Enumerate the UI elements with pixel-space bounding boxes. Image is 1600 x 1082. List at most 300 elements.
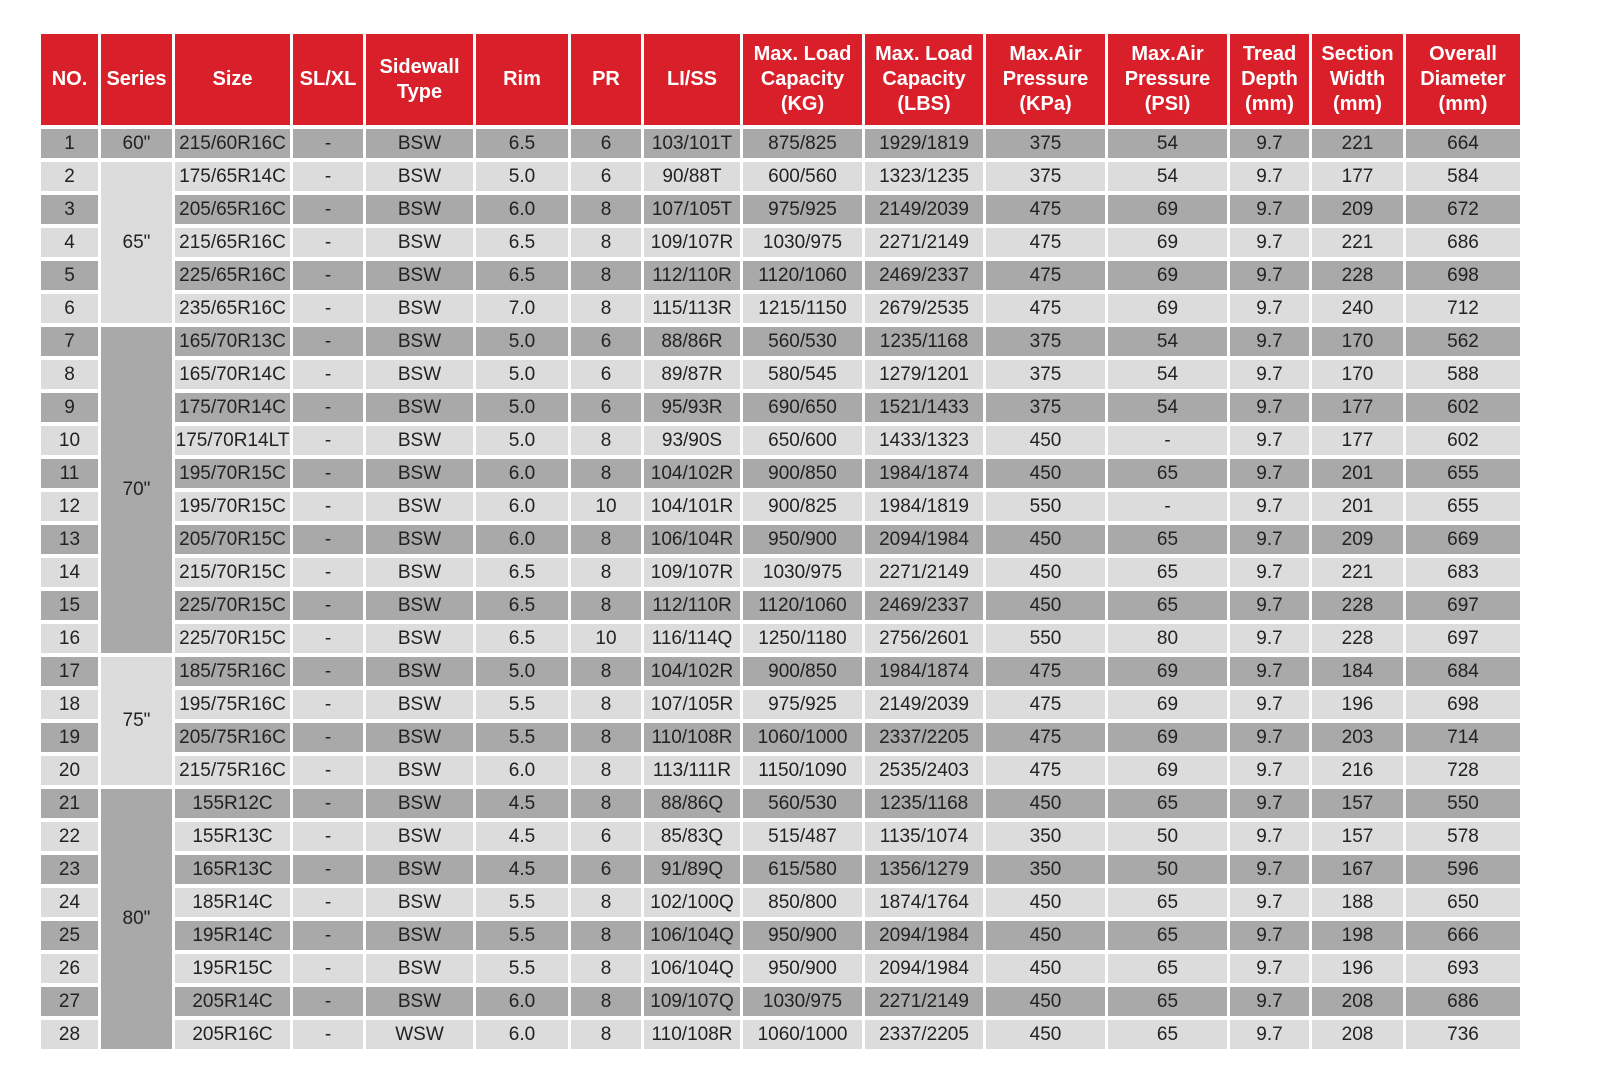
sl-xl-cell: - — [293, 129, 363, 158]
sl-xl-cell: - — [293, 261, 363, 290]
rim-cell: 6.0 — [476, 987, 568, 1016]
size-cell: 205/65R16C — [175, 195, 290, 224]
pr-cell: 8 — [571, 558, 641, 587]
sidewall-cell: BSW — [366, 228, 473, 257]
tread-depth-cell: 9.7 — [1230, 360, 1309, 389]
sl-xl-cell: - — [293, 756, 363, 785]
table-row — [41, 129, 1520, 158]
header-max-pressure-kpa: Max.Air Pressure (KPa) — [986, 34, 1105, 125]
sl-xl-cell: - — [293, 855, 363, 884]
no-cell: 12 — [41, 492, 98, 521]
section-width-cell: 157 — [1312, 822, 1403, 851]
section-width-cell: 201 — [1312, 492, 1403, 521]
size-cell: 175/65R14C — [175, 162, 290, 191]
size-cell: 195/70R15C — [175, 459, 290, 488]
table-row — [41, 195, 1520, 224]
pressure-kpa-cell: 550 — [986, 624, 1105, 653]
section-width-cell: 240 — [1312, 294, 1403, 323]
tread-depth-cell: 9.7 — [1230, 888, 1309, 917]
table-header-row — [41, 34, 1520, 125]
load-lbs-cell: 2535/2403 — [865, 756, 983, 785]
sl-xl-cell: - — [293, 393, 363, 422]
section-width-cell: 208 — [1312, 987, 1403, 1016]
section-width-cell: 177 — [1312, 426, 1403, 455]
load-kg-cell: 1060/1000 — [743, 723, 862, 752]
no-cell: 22 — [41, 822, 98, 851]
pressure-kpa-cell: 375 — [986, 393, 1105, 422]
table-row — [41, 987, 1520, 1016]
pr-cell: 6 — [571, 855, 641, 884]
pr-cell: 8 — [571, 195, 641, 224]
size-cell: 225/70R15C — [175, 624, 290, 653]
sl-xl-cell: - — [293, 690, 363, 719]
table-body — [41, 129, 1520, 1049]
rim-cell: 6.0 — [476, 1020, 568, 1049]
size-cell: 175/70R14C — [175, 393, 290, 422]
tread-depth-cell: 9.7 — [1230, 954, 1309, 983]
section-width-cell: 203 — [1312, 723, 1403, 752]
load-lbs-cell: 1984/1874 — [865, 657, 983, 686]
load-kg-cell: 580/545 — [743, 360, 862, 389]
section-width-cell: 221 — [1312, 228, 1403, 257]
li-ss-cell: 88/86R — [644, 327, 740, 356]
sidewall-cell: BSW — [366, 855, 473, 884]
sidewall-cell: BSW — [366, 756, 473, 785]
table-row — [41, 921, 1520, 950]
pr-cell: 10 — [571, 624, 641, 653]
size-cell: 225/70R15C — [175, 591, 290, 620]
header-max-load-lbs: Max. Load Capacity (LBS) — [865, 34, 983, 125]
load-lbs-cell: 1874/1764 — [865, 888, 983, 917]
load-lbs-cell: 2094/1984 — [865, 954, 983, 983]
overall-diameter-cell: 683 — [1406, 558, 1520, 587]
sidewall-cell: BSW — [366, 624, 473, 653]
pr-cell: 6 — [571, 162, 641, 191]
pr-cell: 8 — [571, 228, 641, 257]
pressure-psi-cell: 65 — [1108, 954, 1227, 983]
size-cell: 165R13C — [175, 855, 290, 884]
no-cell: 16 — [41, 624, 98, 653]
rim-cell: 4.5 — [476, 822, 568, 851]
pressure-kpa-cell: 475 — [986, 261, 1105, 290]
sl-xl-cell: - — [293, 525, 363, 554]
size-cell: 185R14C — [175, 888, 290, 917]
rim-cell: 5.5 — [476, 690, 568, 719]
overall-diameter-cell: 728 — [1406, 756, 1520, 785]
table-row — [41, 954, 1520, 983]
pressure-kpa-cell: 475 — [986, 228, 1105, 257]
load-lbs-cell: 1984/1819 — [865, 492, 983, 521]
no-cell: 19 — [41, 723, 98, 752]
load-kg-cell: 1215/1150 — [743, 294, 862, 323]
load-kg-cell: 1030/975 — [743, 987, 862, 1016]
section-width-cell: 196 — [1312, 690, 1403, 719]
table-row — [41, 459, 1520, 488]
pr-cell: 6 — [571, 327, 641, 356]
overall-diameter-cell: 698 — [1406, 690, 1520, 719]
table-row — [41, 525, 1520, 554]
pressure-kpa-cell: 375 — [986, 327, 1105, 356]
series-cell: 70" — [101, 327, 172, 653]
pressure-kpa-cell: 350 — [986, 822, 1105, 851]
section-width-cell: 167 — [1312, 855, 1403, 884]
pressure-kpa-cell: 450 — [986, 426, 1105, 455]
pressure-kpa-cell: 550 — [986, 492, 1105, 521]
load-lbs-cell: 1521/1433 — [865, 393, 983, 422]
table-row — [41, 393, 1520, 422]
pressure-kpa-cell: 475 — [986, 657, 1105, 686]
li-ss-cell: 88/86Q — [644, 789, 740, 818]
pr-cell: 6 — [571, 360, 641, 389]
pressure-kpa-cell: 375 — [986, 162, 1105, 191]
load-kg-cell: 1250/1180 — [743, 624, 862, 653]
pr-cell: 8 — [571, 591, 641, 620]
li-ss-cell: 109/107Q — [644, 987, 740, 1016]
no-cell: 28 — [41, 1020, 98, 1049]
load-lbs-cell: 2337/2205 — [865, 723, 983, 752]
pressure-psi-cell: - — [1108, 492, 1227, 521]
li-ss-cell: 110/108R — [644, 1020, 740, 1049]
pr-cell: 8 — [571, 525, 641, 554]
no-cell: 13 — [41, 525, 98, 554]
li-ss-cell: 112/110R — [644, 591, 740, 620]
pressure-psi-cell: 54 — [1108, 129, 1227, 158]
size-cell: 175/70R14LT — [175, 426, 290, 455]
li-ss-cell: 107/105R — [644, 690, 740, 719]
rim-cell: 4.5 — [476, 855, 568, 884]
pressure-kpa-cell: 450 — [986, 921, 1105, 950]
sl-xl-cell: - — [293, 327, 363, 356]
li-ss-cell: 91/89Q — [644, 855, 740, 884]
series-cell: 60" — [101, 129, 172, 158]
load-lbs-cell: 1235/1168 — [865, 789, 983, 818]
header-max-load-kg: Max. Load Capacity (KG) — [743, 34, 862, 125]
size-cell: 215/65R16C — [175, 228, 290, 257]
pr-cell: 10 — [571, 492, 641, 521]
header-series: Series — [101, 34, 172, 125]
pressure-psi-cell: 65 — [1108, 921, 1227, 950]
header-li-ss: LI/SS — [644, 34, 740, 125]
sl-xl-cell: - — [293, 789, 363, 818]
load-lbs-cell: 1235/1168 — [865, 327, 983, 356]
table-row — [41, 558, 1520, 587]
size-cell: 235/65R16C — [175, 294, 290, 323]
sidewall-cell: BSW — [366, 360, 473, 389]
load-kg-cell: 1030/975 — [743, 558, 862, 587]
li-ss-cell: 93/90S — [644, 426, 740, 455]
li-ss-cell: 109/107R — [644, 228, 740, 257]
size-cell: 195/70R15C — [175, 492, 290, 521]
overall-diameter-cell: 596 — [1406, 855, 1520, 884]
overall-diameter-cell: 714 — [1406, 723, 1520, 752]
no-cell: 26 — [41, 954, 98, 983]
li-ss-cell: 106/104Q — [644, 921, 740, 950]
overall-diameter-cell: 584 — [1406, 162, 1520, 191]
table-row — [41, 756, 1520, 785]
pressure-kpa-cell: 475 — [986, 690, 1105, 719]
overall-diameter-cell: 698 — [1406, 261, 1520, 290]
size-cell: 195R15C — [175, 954, 290, 983]
overall-diameter-cell: 602 — [1406, 426, 1520, 455]
header-no: NO. — [41, 34, 98, 125]
sl-xl-cell: - — [293, 657, 363, 686]
size-cell: 205/75R16C — [175, 723, 290, 752]
tread-depth-cell: 9.7 — [1230, 657, 1309, 686]
pressure-psi-cell: 65 — [1108, 1020, 1227, 1049]
table-row — [41, 1020, 1520, 1049]
pressure-psi-cell: 65 — [1108, 558, 1227, 587]
pr-cell: 8 — [571, 987, 641, 1016]
no-cell: 27 — [41, 987, 98, 1016]
pressure-kpa-cell: 375 — [986, 360, 1105, 389]
header-sidewall-type: Sidewall Type — [366, 34, 473, 125]
rim-cell: 6.5 — [476, 129, 568, 158]
load-lbs-cell: 1984/1874 — [865, 459, 983, 488]
rim-cell: 6.5 — [476, 591, 568, 620]
pressure-psi-cell: 69 — [1108, 228, 1227, 257]
sidewall-cell: BSW — [366, 690, 473, 719]
size-cell: 185/75R16C — [175, 657, 290, 686]
pressure-psi-cell: 65 — [1108, 888, 1227, 917]
table-row — [41, 162, 1520, 191]
series-cell: 75" — [101, 657, 172, 785]
pressure-psi-cell: 54 — [1108, 162, 1227, 191]
pr-cell: 8 — [571, 426, 641, 455]
size-cell: 155R12C — [175, 789, 290, 818]
table-row — [41, 228, 1520, 257]
section-width-cell: 170 — [1312, 360, 1403, 389]
li-ss-cell: 115/113R — [644, 294, 740, 323]
overall-diameter-cell: 669 — [1406, 525, 1520, 554]
header-size: Size — [175, 34, 290, 125]
tread-depth-cell: 9.7 — [1230, 921, 1309, 950]
tread-depth-cell: 9.7 — [1230, 525, 1309, 554]
load-kg-cell: 1150/1090 — [743, 756, 862, 785]
tread-depth-cell: 9.7 — [1230, 261, 1309, 290]
pressure-psi-cell: 65 — [1108, 789, 1227, 818]
section-width-cell: 209 — [1312, 525, 1403, 554]
load-lbs-cell: 2094/1984 — [865, 921, 983, 950]
load-kg-cell: 600/560 — [743, 162, 862, 191]
sl-xl-cell: - — [293, 558, 363, 587]
pr-cell: 8 — [571, 294, 641, 323]
pressure-psi-cell: 50 — [1108, 855, 1227, 884]
pressure-kpa-cell: 475 — [986, 756, 1105, 785]
header-section-width: Section Width (mm) — [1312, 34, 1403, 125]
load-kg-cell: 950/900 — [743, 921, 862, 950]
li-ss-cell: 109/107R — [644, 558, 740, 587]
load-kg-cell: 900/850 — [743, 459, 862, 488]
rim-cell: 5.5 — [476, 723, 568, 752]
section-width-cell: 221 — [1312, 558, 1403, 587]
table-row — [41, 327, 1520, 356]
tread-depth-cell: 9.7 — [1230, 129, 1309, 158]
overall-diameter-cell: 578 — [1406, 822, 1520, 851]
section-width-cell: 228 — [1312, 591, 1403, 620]
table-row — [41, 360, 1520, 389]
load-lbs-cell: 1279/1201 — [865, 360, 983, 389]
load-kg-cell: 975/925 — [743, 690, 862, 719]
tread-depth-cell: 9.7 — [1230, 426, 1309, 455]
no-cell: 21 — [41, 789, 98, 818]
header-sl-xl: SL/XL — [293, 34, 363, 125]
load-kg-cell: 560/530 — [743, 789, 862, 818]
table-row — [41, 657, 1520, 686]
li-ss-cell: 104/101R — [644, 492, 740, 521]
pressure-kpa-cell: 450 — [986, 525, 1105, 554]
rim-cell: 6.0 — [476, 459, 568, 488]
li-ss-cell: 110/108R — [644, 723, 740, 752]
no-cell: 5 — [41, 261, 98, 290]
sl-xl-cell: - — [293, 1020, 363, 1049]
load-kg-cell: 650/600 — [743, 426, 862, 455]
load-kg-cell: 515/487 — [743, 822, 862, 851]
header-overall-diameter: Overall Diameter (mm) — [1406, 34, 1520, 125]
overall-diameter-cell: 588 — [1406, 360, 1520, 389]
sidewall-cell: BSW — [366, 294, 473, 323]
section-width-cell: 196 — [1312, 954, 1403, 983]
rim-cell: 6.0 — [476, 756, 568, 785]
pressure-psi-cell: 69 — [1108, 723, 1227, 752]
tread-depth-cell: 9.7 — [1230, 162, 1309, 191]
sidewall-cell: BSW — [366, 591, 473, 620]
pressure-psi-cell: 65 — [1108, 591, 1227, 620]
tread-depth-cell: 9.7 — [1230, 756, 1309, 785]
sidewall-cell: BSW — [366, 657, 473, 686]
pr-cell: 8 — [571, 459, 641, 488]
sidewall-cell: BSW — [366, 987, 473, 1016]
li-ss-cell: 106/104Q — [644, 954, 740, 983]
pressure-psi-cell: 80 — [1108, 624, 1227, 653]
sidewall-cell: BSW — [366, 789, 473, 818]
pressure-kpa-cell: 450 — [986, 888, 1105, 917]
size-cell: 205/70R15C — [175, 525, 290, 554]
table-row — [41, 591, 1520, 620]
pressure-kpa-cell: 450 — [986, 591, 1105, 620]
rim-cell: 7.0 — [476, 294, 568, 323]
pressure-psi-cell: 69 — [1108, 756, 1227, 785]
load-lbs-cell: 2271/2149 — [865, 558, 983, 587]
li-ss-cell: 90/88T — [644, 162, 740, 191]
size-cell: 215/60R16C — [175, 129, 290, 158]
tread-depth-cell: 9.7 — [1230, 1020, 1309, 1049]
no-cell: 25 — [41, 921, 98, 950]
size-cell: 165/70R14C — [175, 360, 290, 389]
no-cell: 11 — [41, 459, 98, 488]
rim-cell: 6.5 — [476, 228, 568, 257]
sl-xl-cell: - — [293, 195, 363, 224]
overall-diameter-cell: 697 — [1406, 624, 1520, 653]
section-width-cell: 216 — [1312, 756, 1403, 785]
no-cell: 24 — [41, 888, 98, 917]
load-kg-cell: 1060/1000 — [743, 1020, 862, 1049]
pressure-psi-cell: - — [1108, 426, 1227, 455]
pressure-psi-cell: 65 — [1108, 525, 1227, 554]
pr-cell: 8 — [571, 921, 641, 950]
tread-depth-cell: 9.7 — [1230, 591, 1309, 620]
table-row — [41, 855, 1520, 884]
rim-cell: 6.0 — [476, 195, 568, 224]
sidewall-cell: BSW — [366, 525, 473, 554]
rim-cell: 5.0 — [476, 360, 568, 389]
load-kg-cell: 1030/975 — [743, 228, 862, 257]
rim-cell: 5.0 — [476, 327, 568, 356]
section-width-cell: 198 — [1312, 921, 1403, 950]
li-ss-cell: 85/83Q — [644, 822, 740, 851]
no-cell: 2 — [41, 162, 98, 191]
overall-diameter-cell: 693 — [1406, 954, 1520, 983]
pr-cell: 8 — [571, 690, 641, 719]
rim-cell: 5.0 — [476, 393, 568, 422]
pr-cell: 8 — [571, 954, 641, 983]
size-cell: 155R13C — [175, 822, 290, 851]
sl-xl-cell: - — [293, 624, 363, 653]
no-cell: 15 — [41, 591, 98, 620]
table-row — [41, 624, 1520, 653]
sl-xl-cell: - — [293, 162, 363, 191]
section-width-cell: 209 — [1312, 195, 1403, 224]
overall-diameter-cell: 550 — [1406, 789, 1520, 818]
section-width-cell: 208 — [1312, 1020, 1403, 1049]
li-ss-cell: 89/87R — [644, 360, 740, 389]
rim-cell: 6.5 — [476, 558, 568, 587]
li-ss-cell: 104/102R — [644, 459, 740, 488]
pressure-psi-cell: 65 — [1108, 459, 1227, 488]
sl-xl-cell: - — [293, 921, 363, 950]
sidewall-cell: BSW — [366, 261, 473, 290]
pressure-kpa-cell: 475 — [986, 723, 1105, 752]
pressure-kpa-cell: 350 — [986, 855, 1105, 884]
overall-diameter-cell: 672 — [1406, 195, 1520, 224]
header-tread-depth: Tread Depth (mm) — [1230, 34, 1309, 125]
sl-xl-cell: - — [293, 426, 363, 455]
tire-spec-table — [38, 30, 1523, 1053]
pressure-kpa-cell: 450 — [986, 789, 1105, 818]
tread-depth-cell: 9.7 — [1230, 492, 1309, 521]
no-cell: 4 — [41, 228, 98, 257]
overall-diameter-cell: 712 — [1406, 294, 1520, 323]
table-row — [41, 822, 1520, 851]
pressure-psi-cell: 65 — [1108, 987, 1227, 1016]
sl-xl-cell: - — [293, 294, 363, 323]
load-kg-cell: 950/900 — [743, 954, 862, 983]
sidewall-cell: BSW — [366, 162, 473, 191]
table-row — [41, 426, 1520, 455]
table-row — [41, 690, 1520, 719]
size-cell: 205R14C — [175, 987, 290, 1016]
series-cell: 65" — [101, 162, 172, 323]
sidewall-cell: BSW — [366, 492, 473, 521]
li-ss-cell: 102/100Q — [644, 888, 740, 917]
rim-cell: 6.0 — [476, 492, 568, 521]
header-max-pressure-psi: Max.Air Pressure (PSI) — [1108, 34, 1227, 125]
tread-depth-cell: 9.7 — [1230, 459, 1309, 488]
load-kg-cell: 975/925 — [743, 195, 862, 224]
sl-xl-cell: - — [293, 888, 363, 917]
no-cell: 17 — [41, 657, 98, 686]
table-row — [41, 294, 1520, 323]
load-kg-cell: 950/900 — [743, 525, 862, 554]
rim-cell: 5.0 — [476, 426, 568, 455]
table-row — [41, 888, 1520, 917]
section-width-cell: 228 — [1312, 261, 1403, 290]
overall-diameter-cell: 664 — [1406, 129, 1520, 158]
li-ss-cell: 116/114Q — [644, 624, 740, 653]
pressure-kpa-cell: 450 — [986, 954, 1105, 983]
overall-diameter-cell: 655 — [1406, 492, 1520, 521]
pressure-kpa-cell: 475 — [986, 294, 1105, 323]
overall-diameter-cell: 650 — [1406, 888, 1520, 917]
